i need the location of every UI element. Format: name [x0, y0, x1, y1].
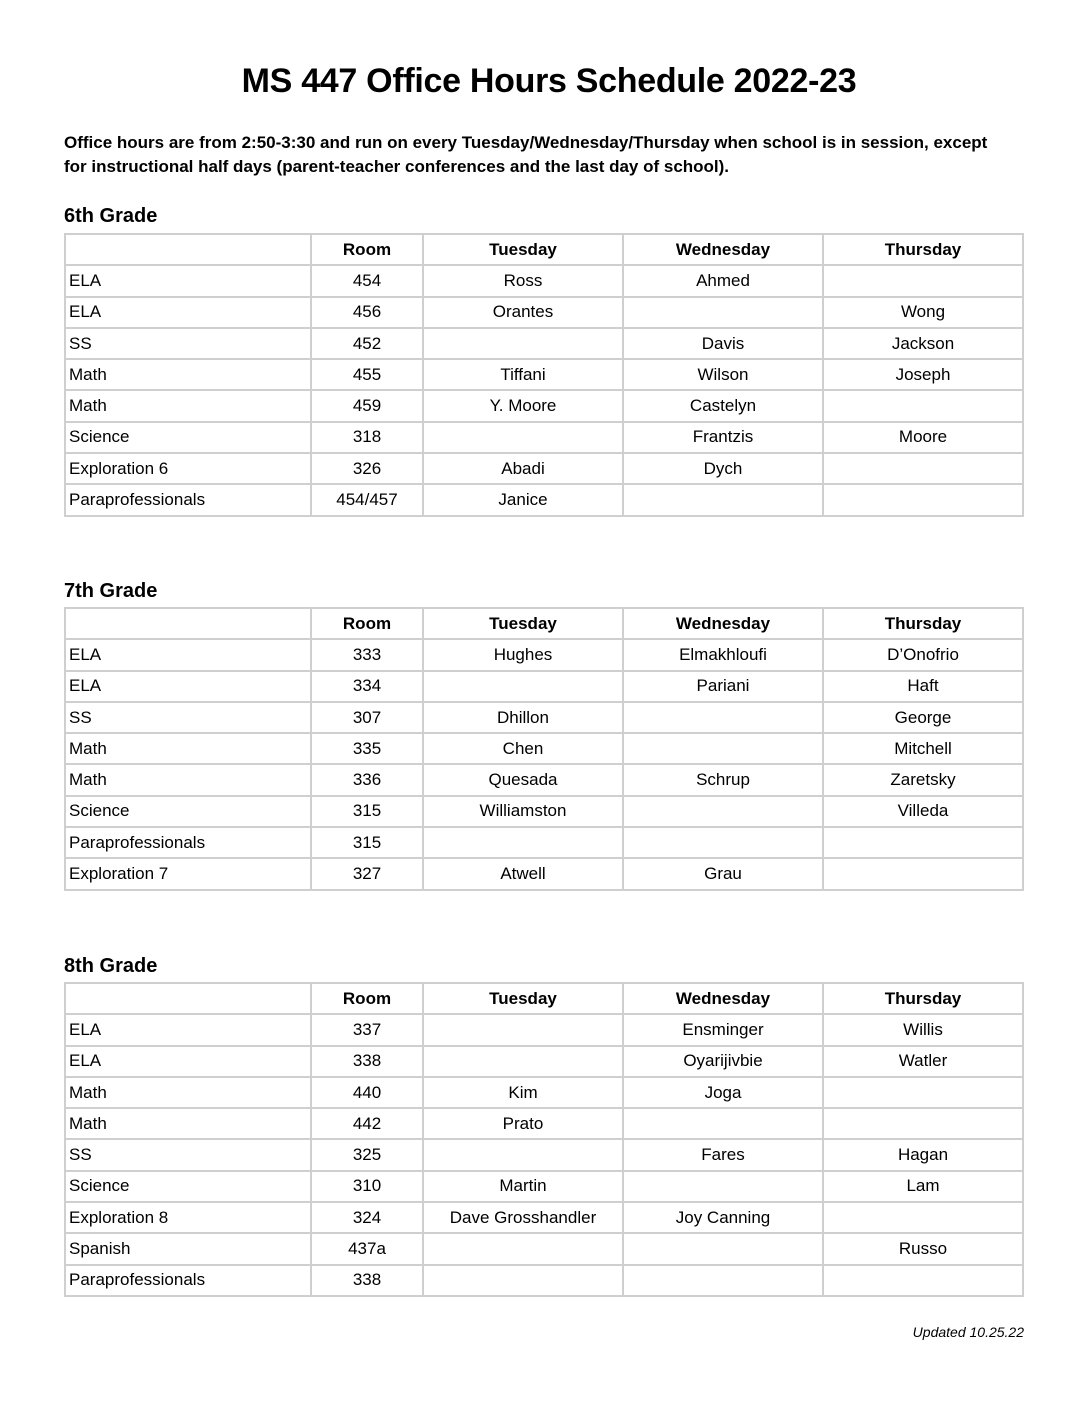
- cell-tuesday: Janice: [423, 484, 623, 515]
- grade-heading-7: 7th Grade: [64, 580, 158, 602]
- cell-wednesday: [623, 484, 823, 515]
- table-row: [65, 422, 1023, 453]
- cell-room: 437a: [311, 1233, 423, 1264]
- cell-tuesday: Prato: [423, 1108, 623, 1139]
- cell-wednesday: [623, 297, 823, 328]
- cell-tuesday: [423, 1046, 623, 1077]
- table-row: [65, 1265, 1023, 1296]
- cell-room: 310: [311, 1171, 423, 1202]
- table-row: [65, 1202, 1023, 1233]
- cell-wednesday: Oyarijivbie: [623, 1046, 823, 1077]
- cell-tuesday: Hughes: [423, 639, 623, 670]
- cell-wednesday: Dych: [623, 453, 823, 484]
- cell-thursday: Mitchell: [823, 733, 1023, 764]
- cell-room: 315: [311, 796, 423, 827]
- grade-heading-6: 6th Grade: [64, 205, 158, 227]
- cell-subject: Math: [65, 764, 311, 795]
- cell-thursday: [823, 265, 1023, 296]
- cell-thursday: [823, 1202, 1023, 1233]
- table-row: [65, 297, 1023, 328]
- grade-heading-8: 8th Grade: [64, 955, 158, 977]
- cell-subject: ELA: [65, 265, 311, 296]
- cell-tuesday: [423, 1233, 623, 1264]
- header-tuesday: Tuesday: [423, 234, 623, 265]
- header-room: Room: [311, 983, 423, 1014]
- cell-subject: Science: [65, 796, 311, 827]
- header-room: Room: [311, 234, 423, 265]
- cell-tuesday: Quesada: [423, 764, 623, 795]
- table-row: [65, 858, 1023, 889]
- cell-wednesday: Ahmed: [623, 265, 823, 296]
- table-row: [65, 1171, 1023, 1202]
- table-row: [65, 639, 1023, 670]
- table-row: [65, 827, 1023, 858]
- header-subject: [65, 983, 311, 1014]
- cell-tuesday: Dhillon: [423, 702, 623, 733]
- cell-wednesday: [623, 1108, 823, 1139]
- table-row: [65, 1139, 1023, 1170]
- cell-tuesday: Y. Moore: [423, 390, 623, 421]
- cell-wednesday: Schrup: [623, 764, 823, 795]
- schedule-table-6th-grade: [64, 233, 1024, 517]
- cell-thursday: Moore: [823, 422, 1023, 453]
- cell-tuesday: [423, 328, 623, 359]
- header-tuesday: Tuesday: [423, 983, 623, 1014]
- cell-subject: Exploration 8: [65, 1202, 311, 1233]
- cell-room: 307: [311, 702, 423, 733]
- cell-subject: ELA: [65, 671, 311, 702]
- cell-wednesday: Wilson: [623, 359, 823, 390]
- cell-wednesday: Elmakhloufi: [623, 639, 823, 670]
- intro-text: Office hours are from 2:50-3:30 and run on every Tuesday/Wednesday/Thursday when school is in session, except for instructional half days (parent-teacher conferences and the last day of school).: [64, 133, 988, 176]
- schedule-table-8th-grade: [64, 982, 1024, 1297]
- cell-subject: Math: [65, 1077, 311, 1108]
- table-row: [65, 733, 1023, 764]
- table-row: [65, 1077, 1023, 1108]
- cell-room: 456: [311, 297, 423, 328]
- table-header-row: [65, 608, 1023, 639]
- cell-wednesday: Grau: [623, 858, 823, 889]
- cell-subject: Math: [65, 1108, 311, 1139]
- table-row: [65, 453, 1023, 484]
- cell-subject: Math: [65, 390, 311, 421]
- cell-room: 338: [311, 1046, 423, 1077]
- cell-subject: Exploration 7: [65, 858, 311, 889]
- cell-room: 326: [311, 453, 423, 484]
- table-row: [65, 1233, 1023, 1264]
- cell-room: 315: [311, 827, 423, 858]
- cell-tuesday: [423, 827, 623, 858]
- cell-thursday: [823, 390, 1023, 421]
- cell-room: 325: [311, 1139, 423, 1170]
- cell-room: 338: [311, 1265, 423, 1296]
- table-row: [65, 1108, 1023, 1139]
- cell-thursday: Zaretsky: [823, 764, 1023, 795]
- cell-wednesday: [623, 827, 823, 858]
- cell-thursday: [823, 858, 1023, 889]
- cell-subject: Science: [65, 1171, 311, 1202]
- table-header-row: [65, 234, 1023, 265]
- cell-thursday: Russo: [823, 1233, 1023, 1264]
- cell-thursday: [823, 1077, 1023, 1108]
- table-row: [65, 328, 1023, 359]
- cell-thursday: George: [823, 702, 1023, 733]
- cell-tuesday: Abadi: [423, 453, 623, 484]
- cell-thursday: [823, 827, 1023, 858]
- cell-room: 324: [311, 1202, 423, 1233]
- cell-subject: Paraprofessionals: [65, 827, 311, 858]
- header-thursday: Thursday: [823, 608, 1023, 639]
- cell-tuesday: Tiffani: [423, 359, 623, 390]
- table-row: [65, 1046, 1023, 1077]
- cell-tuesday: [423, 671, 623, 702]
- cell-wednesday: Joy Canning: [623, 1202, 823, 1233]
- cell-thursday: Wong: [823, 297, 1023, 328]
- cell-room: 336: [311, 764, 423, 795]
- cell-room: 318: [311, 422, 423, 453]
- table-row: [65, 359, 1023, 390]
- cell-thursday: [823, 1108, 1023, 1139]
- table-row: [65, 796, 1023, 827]
- cell-thursday: Lam: [823, 1171, 1023, 1202]
- table-header-row: [65, 983, 1023, 1014]
- cell-wednesday: [623, 733, 823, 764]
- cell-tuesday: [423, 1139, 623, 1170]
- cell-thursday: [823, 453, 1023, 484]
- cell-thursday: [823, 1265, 1023, 1296]
- cell-subject: Math: [65, 359, 311, 390]
- cell-wednesday: Pariani: [623, 671, 823, 702]
- cell-room: 333: [311, 639, 423, 670]
- cell-tuesday: [423, 1014, 623, 1045]
- cell-tuesday: [423, 1265, 623, 1296]
- cell-wednesday: [623, 796, 823, 827]
- cell-room: 454/457: [311, 484, 423, 515]
- schedule-table-7th-grade: [64, 607, 1024, 891]
- header-subject: [65, 234, 311, 265]
- cell-wednesday: [623, 1171, 823, 1202]
- cell-room: 454: [311, 265, 423, 296]
- table-row: [65, 702, 1023, 733]
- cell-tuesday: Martin: [423, 1171, 623, 1202]
- cell-wednesday: Joga: [623, 1077, 823, 1108]
- cell-subject: Spanish: [65, 1233, 311, 1264]
- header-subject: [65, 608, 311, 639]
- cell-thursday: D’Onofrio: [823, 639, 1023, 670]
- cell-thursday: Joseph: [823, 359, 1023, 390]
- cell-subject: ELA: [65, 639, 311, 670]
- cell-room: 337: [311, 1014, 423, 1045]
- table-row: [65, 671, 1023, 702]
- cell-tuesday: Chen: [423, 733, 623, 764]
- cell-wednesday: Ensminger: [623, 1014, 823, 1045]
- cell-subject: ELA: [65, 297, 311, 328]
- header-wednesday: Wednesday: [623, 608, 823, 639]
- cell-wednesday: [623, 702, 823, 733]
- cell-subject: SS: [65, 702, 311, 733]
- cell-subject: ELA: [65, 1014, 311, 1045]
- cell-wednesday: Fares: [623, 1139, 823, 1170]
- header-thursday: Thursday: [823, 234, 1023, 265]
- cell-subject: SS: [65, 1139, 311, 1170]
- cell-tuesday: Williamston: [423, 796, 623, 827]
- cell-thursday: Watler: [823, 1046, 1023, 1077]
- cell-wednesday: [623, 1265, 823, 1296]
- cell-tuesday: Ross: [423, 265, 623, 296]
- cell-wednesday: Frantzis: [623, 422, 823, 453]
- table-row: [65, 265, 1023, 296]
- table-row: [65, 484, 1023, 515]
- cell-subject: Math: [65, 733, 311, 764]
- cell-subject: Science: [65, 422, 311, 453]
- table-row: [65, 390, 1023, 421]
- table-row: [65, 764, 1023, 795]
- cell-room: 452: [311, 328, 423, 359]
- cell-wednesday: Castelyn: [623, 390, 823, 421]
- page-title: MS 447 Office Hours Schedule 2022-23: [241, 62, 857, 100]
- cell-tuesday: Atwell: [423, 858, 623, 889]
- cell-room: 442: [311, 1108, 423, 1139]
- cell-room: 459: [311, 390, 423, 421]
- header-tuesday: Tuesday: [423, 608, 623, 639]
- cell-subject: SS: [65, 328, 311, 359]
- cell-thursday: Haft: [823, 671, 1023, 702]
- cell-room: 334: [311, 671, 423, 702]
- header-wednesday: Wednesday: [623, 234, 823, 265]
- cell-subject: Paraprofessionals: [65, 484, 311, 515]
- header-room: Room: [311, 608, 423, 639]
- cell-subject: Exploration 6: [65, 453, 311, 484]
- cell-thursday: [823, 484, 1023, 515]
- cell-tuesday: Dave Grosshandler: [423, 1202, 623, 1233]
- header-thursday: Thursday: [823, 983, 1023, 1014]
- cell-wednesday: Davis: [623, 328, 823, 359]
- cell-thursday: Willis: [823, 1014, 1023, 1045]
- cell-thursday: Hagan: [823, 1139, 1023, 1170]
- cell-room: 335: [311, 733, 423, 764]
- cell-thursday: Jackson: [823, 328, 1023, 359]
- table-row: [65, 1014, 1023, 1045]
- cell-thursday: Villeda: [823, 796, 1023, 827]
- cell-tuesday: Orantes: [423, 297, 623, 328]
- cell-subject: Paraprofessionals: [65, 1265, 311, 1296]
- cell-subject: ELA: [65, 1046, 311, 1077]
- cell-wednesday: [623, 1233, 823, 1264]
- updated-note: Updated 10.25.22: [912, 1324, 1024, 1340]
- header-wednesday: Wednesday: [623, 983, 823, 1014]
- cell-tuesday: Kim: [423, 1077, 623, 1108]
- cell-tuesday: [423, 422, 623, 453]
- cell-room: 440: [311, 1077, 423, 1108]
- cell-room: 455: [311, 359, 423, 390]
- cell-room: 327: [311, 858, 423, 889]
